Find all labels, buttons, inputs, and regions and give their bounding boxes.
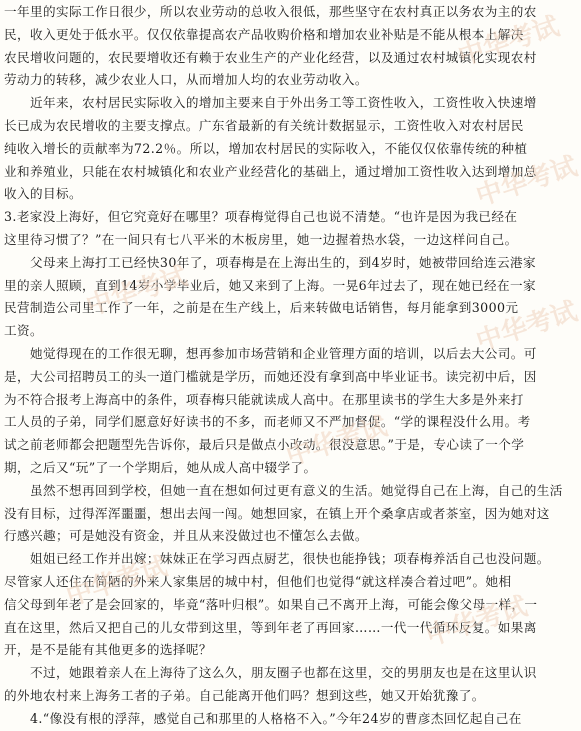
text-line: 虽然不想再回到学校，但她一直在想如何过更有意义的生活。她觉得自己在上海，自己的生活 (4, 482, 563, 498)
watermark: 中华考试 (472, 151, 581, 213)
text-line: 试之前老师都会把题型先告诉你，最后只是做点小改动。很没意思。”于是，专心读了一个学 (4, 437, 525, 453)
text-line: 近年来，农村居民实际收入的增加主要来自于外出务工等工资性收入，工资性收入快速增 (4, 95, 537, 111)
watermark: 中华考试 (454, 11, 563, 73)
text-line: 直在这里，然后又把自己的儿女带到这里，等到年老了再回家……一代一代循环反复。如果离 (4, 619, 537, 635)
text-line: 一年里的实际工作日很少，所以农业劳动的总收入很低，那些坚守在农村真正以务农为主的农 (4, 4, 537, 19)
text-line: 姐姐已经工作并出嫁；妹妹正在学习西点厨艺，很快也能挣钱；项春梅养活自己也没问题。 (4, 551, 550, 567)
text-line: 期，之后又“玩”了一个学期后，她从成人高中辍学了。 (4, 459, 317, 475)
text-line: 长已成为农民增收的主要支撑点。广东省最新的有关统计数据显示，工资性收入对农村居民 (4, 117, 524, 133)
text-line: 里的亲人照顾，直到14岁小学毕业后，她又来到了上海。一晃6年过去了，现在她已经在一家 (4, 277, 536, 293)
text-line: 是，大公司招聘员工的头一道门槛就是学历，而她还没有拿到高中毕业证书。读完初中后，因 (4, 368, 537, 384)
document-page (4, 1, 581, 726)
text-line: 工资。 (4, 323, 43, 339)
text-line: 业和养殖业，只能在农村城镇化和农业产业经营化的基础上，通过增加工资性收入达到增加总 (4, 163, 537, 179)
text-line: 收入的目标。 (4, 186, 82, 202)
text-line: 农民增收问题的，农民要增收还有赖于农业生产的产业化经营，以及通过农村城镇化实现农村 (4, 49, 537, 65)
text-line: 民营制造公司里工作了一年，之前是在生产线上，后来转做电话销售，每月能拿到3000元 (4, 300, 519, 316)
text-line: 这里待习惯了？”在一间只有七八平米的木板房里，她一边握着热水袋，一边这样问自己。 (4, 231, 518, 247)
text-line: 行感兴趣；可是她没有资金，并且从来没做过也不懂怎么去做。 (4, 528, 368, 544)
text-line: 为不符合报考上海高中的条件，项春梅只能就读成人高中。在那里读书的学生大多是外来打 (4, 391, 524, 407)
text-line: 她觉得现在的工作很无聊，想再参加市场营销和企业管理方面的培训，以后去大公司。可 (4, 345, 537, 361)
text-line: 开，是不是能有其他更多的选择呢？ (4, 642, 212, 658)
text-body (4, 1, 576, 731)
text-line: 尽管家人还住在简陋的外来人家集居的城中村，但他们也觉得“就这样凑合着过吧”。她相 (4, 573, 512, 589)
text-line: 工人员的子弟，同学们愿意好好读书的不多，而老师又不严加督促。“学的课程没什么用。考 (4, 414, 531, 430)
text-line: 纯收入增长的贡献率为72.2％。所以，增加农村居民的实际收入，不能仅仅依靠传统的种植 (4, 140, 528, 156)
watermark: 中华考试 (472, 296, 581, 358)
text-line: 的外地农村来上海务工者的子弟。自己能离开他们吗？想到这些，她又开始犹豫了。 (4, 687, 485, 703)
watermark: 中华考试 (282, 411, 391, 473)
text-line: 没有目标，过得浑浑噩噩，想出去闯一闯。她想回家，在镇上开个桑拿店或者茶室，因为她对这 (4, 505, 550, 521)
watermark: 中华考试 (62, 551, 171, 613)
text-line: 信父母到年老了是会回家的，毕竟“落叶归根”。如果自己不离开上海，可能会像父母一样，一 (4, 596, 538, 612)
text-line: 劳动力的转移，减少农业人口，从而增加人均的农业劳动收入。 (4, 72, 368, 88)
text-line: 父母来上海打工已经快30年了，项春梅是在上海出生的，到4岁时，她被带回给连云港家 (4, 254, 536, 270)
watermark: 中华考试 (422, 591, 531, 653)
text-line: 民，收入更处于低水平。仅仅依靠提高农产品收购价格和增加农业补贴是不能从根本上解决 (4, 26, 524, 42)
watermark: 中华考试 (82, 261, 191, 323)
text-line: 4.“像没有根的浮萍，感觉自己和那里的人格格不入。”今年24岁的曹彦杰回忆起自己在 (4, 710, 522, 726)
text-line: 不过，她跟着亲人在上海待了这么久，朋友圈子也都在这里，交的男朋友也是在这里认识 (4, 665, 537, 681)
text-line: 3.老家没上海好，但它究竟好在哪里？项春梅觉得自己也说不清楚。“也许是因为我已经在 (4, 209, 518, 225)
